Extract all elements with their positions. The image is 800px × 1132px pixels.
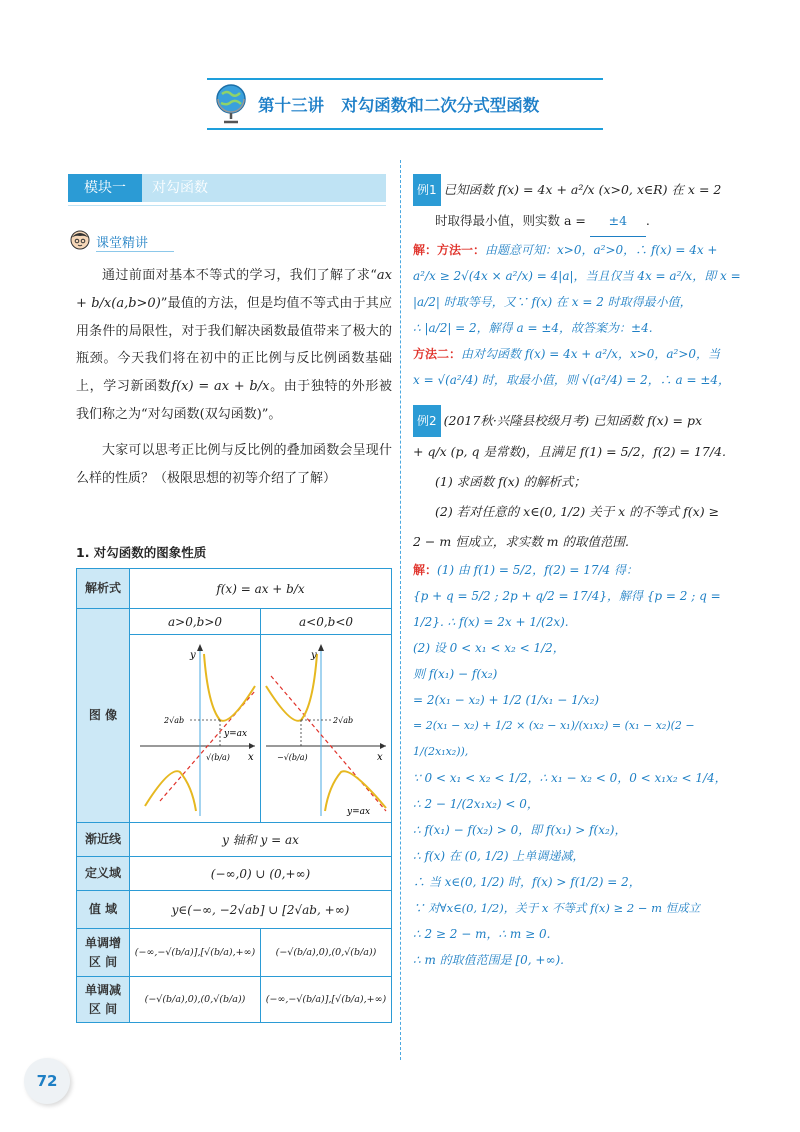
student-avatar-icon bbox=[68, 228, 92, 252]
graph-a bbox=[130, 636, 260, 822]
method-1-label: 方法一： bbox=[437, 243, 486, 257]
intro-expression: ax + b/x(a,b>0) bbox=[76, 268, 392, 311]
graph-b-asym-label: y=ax bbox=[347, 806, 371, 817]
row-label-asymptote: 渐近线 bbox=[77, 823, 130, 857]
lecture-label: 课堂精讲 bbox=[96, 236, 149, 251]
module-name: 对勾函数 bbox=[152, 180, 208, 196]
solution-line: ∴ f(x₁) − f(x₂) > 0，即 f(x₁) > f(x₂)， bbox=[413, 823, 627, 837]
solution-line: ∴ m 的取值范围是 [0, +∞). bbox=[413, 953, 564, 967]
graph-b bbox=[261, 636, 391, 822]
graph-b-x-tick: −√(b/a) bbox=[277, 752, 308, 762]
solution-line: = 2(x₁ − x₂) + 1/2 × (x₂ − x₁)/(x₁x₂) = (x₁ − x₂)(2 − 1/(2x₁x₂)), bbox=[413, 719, 695, 758]
globe-icon bbox=[214, 82, 248, 126]
solution-line: ∴ 当 x∈(0, 1/2) 时，f(x) > f(1/2) = 2， bbox=[413, 875, 641, 889]
example-1-solution bbox=[413, 237, 743, 393]
module-tag: 模块一 bbox=[68, 174, 142, 202]
row-label-graph: 图 像 bbox=[77, 609, 130, 823]
row-label-increasing: 单调增 区 间 bbox=[77, 929, 130, 977]
graph-b-y-label: y bbox=[311, 649, 317, 661]
example-1-line2: 时取得最小值，则实数 a = bbox=[435, 213, 586, 228]
page-title: 第十三讲 对勾函数和二次分式型函数 bbox=[258, 96, 540, 115]
graph-b-max-label: 2√ab bbox=[333, 715, 354, 725]
module-underline bbox=[68, 205, 386, 206]
method-1-line: 由题意可知：x>0，a²>0，∴ f(x) = 4x + bbox=[485, 243, 718, 257]
table-row bbox=[77, 977, 392, 1023]
increasing-b: (−√(b/a),0),(0,√(b/a)) bbox=[261, 929, 392, 977]
solution-line: 则 f(x₁) − f(x₂) bbox=[413, 667, 498, 681]
example-1-tag: 例1 bbox=[413, 174, 441, 206]
table-row bbox=[77, 929, 392, 977]
example-1: 例1 已知函数 f(x) = 4x + a²/x (x>0, x∈R) 在 x = 2 时取得最小值，则实数 a = ±4 . 解：方法一：由题意可知：x>0，a²>0，∴ f(x) = 4x + a²/x ≥ 2√(4x × a²/x) = 4|a|，当且仅当 4x = a²/x，即 x = |a/2| 时取等号，又∵ f(x) 在 x = 2 时取得最小值， ∴ |a/2| = 2，解得 a = ±4，故答案为：±4. 方法二：由对勾函数 f(x) = 4x + a²/x，x>0，a²>0，当 x = √(a²/4) 时，取最小值，则 √(a²/4) = 2，∴ a = ±4， bbox=[413, 174, 743, 393]
table-row bbox=[77, 609, 392, 635]
column-divider bbox=[400, 160, 401, 1060]
module-bar bbox=[68, 174, 386, 202]
table-row bbox=[77, 823, 392, 857]
intro-paragraph-2: 大家可以思考正比例与反比例的叠加函数会呈现什么样的性质？（极限思想的初等介绍了了解） bbox=[76, 442, 392, 486]
page-number: 72 bbox=[36, 1072, 58, 1090]
solution-line: ∴ 2 − 1/(2x₁x₂) < 0， bbox=[413, 797, 539, 811]
row-label-formula: 解析式 bbox=[77, 569, 130, 609]
graph-a-min-label: 2√ab bbox=[164, 715, 185, 725]
example-1-answer: ±4 bbox=[590, 206, 646, 237]
solution-line: (1) 由 f(1) = 5/2，f(2) = 17/4 得： bbox=[437, 563, 638, 577]
example-2-q2a: (2) 若对任意的 x∈(0, 1/2) 关于 x 的不等式 f(x) ≥ bbox=[435, 504, 720, 519]
solution-line: ∴ 2 ≥ 2 − m，∴ m ≥ 0. bbox=[413, 927, 551, 941]
formula-value: f(x) = ax + b/x bbox=[130, 569, 392, 609]
properties-table bbox=[76, 568, 392, 1023]
graph-a-cell bbox=[130, 635, 261, 823]
graph-a-asym-label: y=ax bbox=[224, 728, 248, 739]
example-1-line1: 已知函数 f(x) = 4x + a²/x (x>0, x∈R) 在 x = 2 bbox=[443, 182, 722, 197]
table-row bbox=[77, 569, 392, 609]
example-2-tag: 例2 bbox=[413, 405, 441, 437]
graph-a-x-tick: √(b/a) bbox=[206, 752, 230, 762]
graph-b-x-label: x bbox=[377, 751, 383, 763]
case-a-header: a>0,b>0 bbox=[130, 609, 261, 635]
case-b-header: a<0,b<0 bbox=[261, 609, 392, 635]
method-1-line: ∴ |a/2| = 2，解得 a = ±4，故答案为：±4. bbox=[413, 321, 653, 335]
intro-function: f(x) = ax + b/x bbox=[171, 379, 270, 395]
method-2-label: 方法二： bbox=[413, 347, 462, 361]
decreasing-a: (−√(b/a),0),(0,√(b/a)) bbox=[130, 977, 261, 1023]
row-label-range: 值 域 bbox=[77, 891, 130, 929]
range-value: y∈(−∞, −2√ab] ∪ [2√ab, +∞) bbox=[130, 891, 392, 929]
intro-text bbox=[76, 262, 392, 492]
example-2-line1: (2017秋·兴隆县校级月考) 已知函数 f(x) = px bbox=[443, 413, 703, 428]
solution-line: (2) 设 0 < x₁ < x₂ < 1/2， bbox=[413, 641, 565, 655]
solution-line: {p + q = 5/2 ; 2p + q/2 = 17/4}，解得 {p = 2 ; q = 1/2}. ∴ f(x) = 2x + 1/(2x). bbox=[413, 589, 721, 629]
table-row bbox=[77, 891, 392, 929]
asymptote-value: y 轴和 y = ax bbox=[130, 823, 392, 857]
example-2-q2b: 2 − m 恒成立，求实数 m 的取值范围. bbox=[413, 534, 629, 549]
header-bottom-rule bbox=[207, 128, 603, 130]
example-1-sol-label: 解： bbox=[413, 243, 438, 257]
example-2-sol-label: 解： bbox=[413, 563, 438, 577]
example-2-q1: (1) 求函数 f(x) 的解析式； bbox=[435, 474, 587, 489]
row-label-domain: 定义域 bbox=[77, 857, 130, 891]
domain-value: (−∞,0) ∪ (0,+∞) bbox=[130, 857, 392, 891]
method-1-line: |a/2| 时取等号，又∵ f(x) 在 x = 2 时取得最小值， bbox=[413, 295, 692, 309]
solution-line: = 2(x₁ − x₂) + 1/2 (1/x₁ − 1/x₂) bbox=[413, 693, 600, 707]
method-2-line: x = √(a²/4) 时，取最小值，则 √(a²/4) = 2，∴ a = ±4， bbox=[413, 373, 731, 387]
method-1-line: a²/x ≥ 2√(4x × a²/x) = 4|a|，当且仅当 4x = a²/x，即 x = bbox=[413, 269, 741, 283]
graph-a-y-label: y bbox=[190, 649, 196, 661]
intro-paragraph-1: 通过前面对基本不等式的学习，我们了解了求“ax + b/x(a,b>0)”最值的方法，但是均值不等式由于其应用条件的局限性，对于我们解决函数最值带来了极大的瓶颈。今天我们将在初中的正比例与反比例函数基础上，学习新函数f(x) = ax + b/x。由于独特的外形被我们称之为“对勾函数(双勾函数)”。 bbox=[76, 268, 392, 422]
method-2-line: 由对勾函数 f(x) = 4x + a²/x，x>0，a²>0，当 bbox=[461, 347, 721, 361]
increasing-a: (−∞,−√(b/a)],[√(b/a),+∞) bbox=[130, 929, 261, 977]
example-2 bbox=[413, 405, 743, 973]
solution-line: ∵ 对∀x∈(0, 1/2)，关于 x 不等式 f(x) ≥ 2 − m 恒成立 bbox=[413, 901, 701, 915]
lecture-underline bbox=[96, 251, 174, 252]
examples-column bbox=[413, 174, 743, 973]
row-label-decreasing: 单调减 区 间 bbox=[77, 977, 130, 1023]
solution-line: ∵ 0 < x₁ < x₂ < 1/2，∴ x₁ − x₂ < 0，0 < x₁x₂ < 1/4， bbox=[413, 771, 727, 785]
example-2-solution bbox=[413, 557, 743, 973]
section-title: 1. 对勾函数的图象性质 bbox=[76, 545, 207, 560]
example-2-line2: + q/x (p, q 是常数)，且满足 f(1) = 5/2，f(2) = 17/4. bbox=[413, 444, 727, 459]
header-top-rule bbox=[207, 78, 603, 80]
page-number-badge bbox=[24, 1058, 70, 1104]
decreasing-b: (−∞,−√(b/a)],[√(b/a),+∞) bbox=[261, 977, 392, 1023]
solution-line: ∴ f(x) 在 (0, 1/2) 上单调递减， bbox=[413, 849, 585, 863]
graph-a-x-label: x bbox=[248, 751, 254, 763]
table-row bbox=[77, 857, 392, 891]
graph-b-cell bbox=[261, 635, 392, 823]
